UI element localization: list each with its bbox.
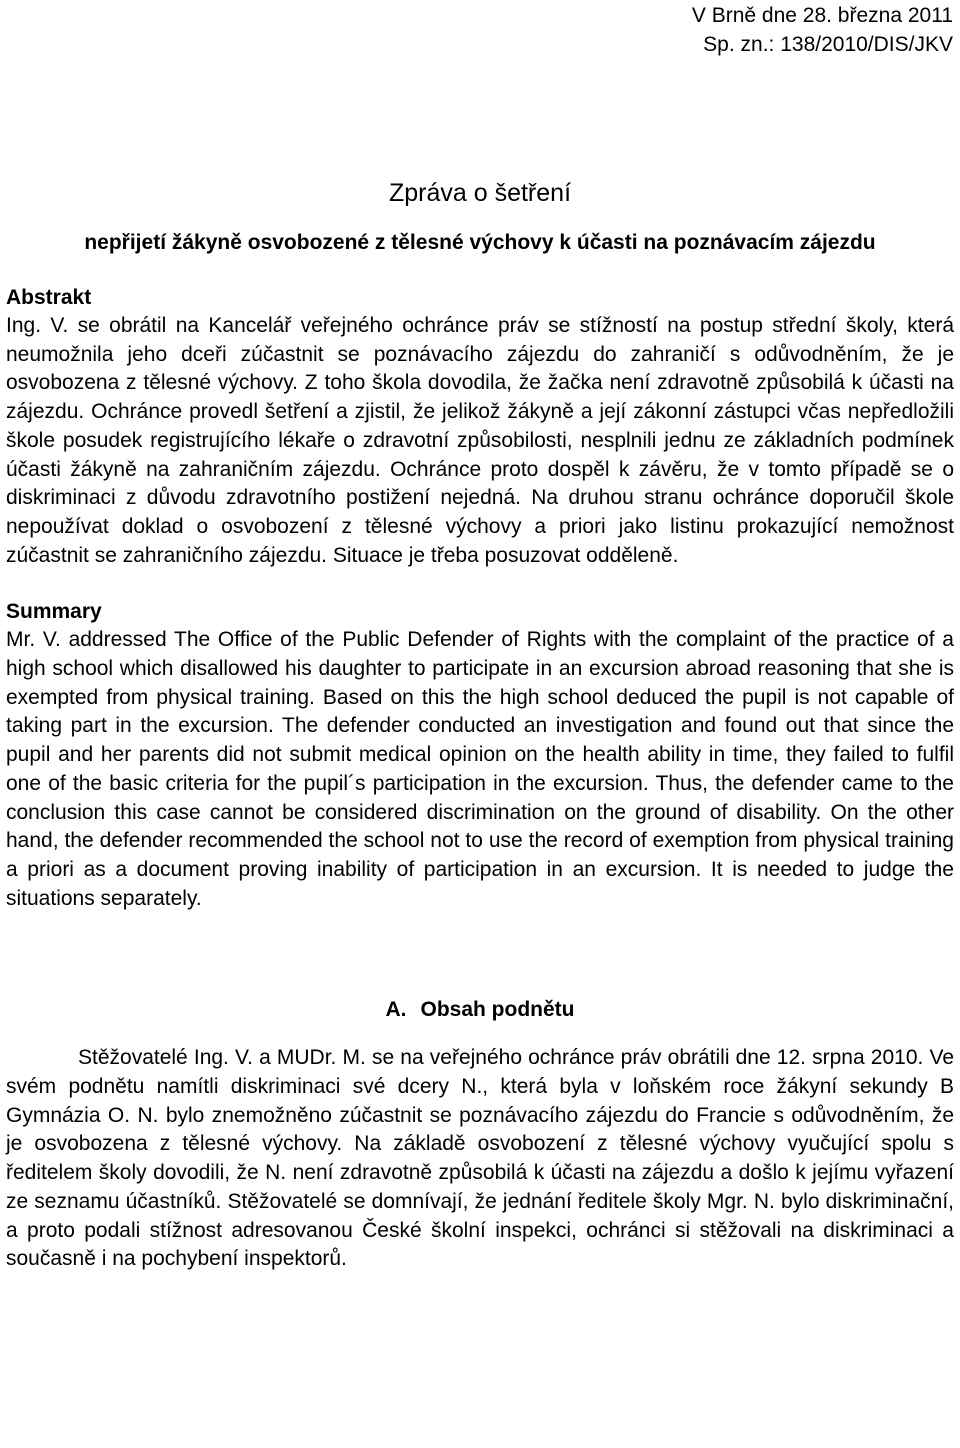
abstract-paragraph: Ing. V. se obrátil na Kancelář veřejného ochránce práv se stížností na postup střední školy, která neumožnila jeho dceři zúčastnit se poznávacího zájezdu do zahraničí s odůvodněním, že je osvobozena z tělesné výchovy. Z toho škola dovodila, že žačka není zdravotně způsobilá k účasti na zájezdu. Ochránce provedl šetření a zjistil, že jelikož žákyně a její zákonní zástupci včas nepředložili škole posudek registrujícího lékaře o zdravotní způsobilosti, nesplnili jednu ze základních podmínek účasti žákyně na zahraničním zájezdu. Ochránce proto dospěl k závěru, že v tomto případě se o diskriminaci z důvodu zdravotního postižení nejedná. Na druhou stranu ochránce doporučil škole nepoužívat doklad o osvobození z tělesné výchovy a priori jako listinu prokazující nemožnost zúčastnit se zahraničního zájezdu. Situace je třeba posuzovat odděleně.: [6, 314, 954, 567]
abstract-heading: Abstrakt: [6, 286, 92, 309]
section-a-heading: [6, 996, 954, 1024]
report-subtitle: nepřijetí žákyně osvobozené z tělesné výchovy k účasti na poznávacím zájezdu: [84, 231, 876, 254]
section-a-label: A.: [385, 998, 407, 1022]
document-page: [6, 0, 954, 1274]
document-header: [6, 0, 953, 59]
file-reference-number: Sp. zn.: 138/2010/DIS/JKV: [703, 33, 953, 56]
section-a-title: Obsah podnětu: [420, 998, 575, 1022]
summary-heading: Summary: [6, 600, 102, 624]
document-date: V Brně dne 28. března 2011: [691, 4, 953, 27]
summary-paragraph: Mr. V. addressed The Office of the Public Defender of Rights with the complaint of the practice of a high school which disallowed his daughter to participate in an excursion abroad reasoning that she is exempted from physical training. Based on this the high school deduced the pupil is not capable of taking part in the excursion. The defender conducted an investigation and found out that since the pupil and her parents did not submit medical opinion on the health ability in time, they failed to fulfil one of the basic criteria for the pupil´s participation in the excursion. Thus, the defender came to the conclusion this case cannot be considered discrimination on the ground of disability. On the other hand, the defender recommended the school not to use the record of exemption from physical training a priori as a document proving inability of participation in an excursion. It is needed to judge the situations separately.: [6, 628, 954, 910]
report-title: Zpráva o šetření: [388, 179, 572, 207]
section-a-paragraph: Stěžovatelé Ing. V. a MUDr. M. se na veřejného ochránce práv obrátili dne 12. srpna 2010. Ve svém podnětu namítli diskriminaci své dcery N., která byla v loňském roce žákyní sekundy B Gymnázia O. N. bylo znemožněno zúčastnit se poznávacího zájezdu do Francie s odůvodněním, že je osvobozena z tělesné výchovy. Na základě osvobození z tělesné výchovy vyučující spolu s ředitelem školy dovodili, že N. není zdravotně způsobilá k účasti na zájezdu a došlo k jejímu vyřazení ze seznamu účastníků. Stěžovatelé se domnívají, že jednání ředitele školy Mgr. N. bylo diskriminační, a proto podali stížnost adresovanou České školní inspekci, ochránci si stěžovali na diskriminaci a současně i na pochybení inspektorů.: [6, 1046, 954, 1271]
